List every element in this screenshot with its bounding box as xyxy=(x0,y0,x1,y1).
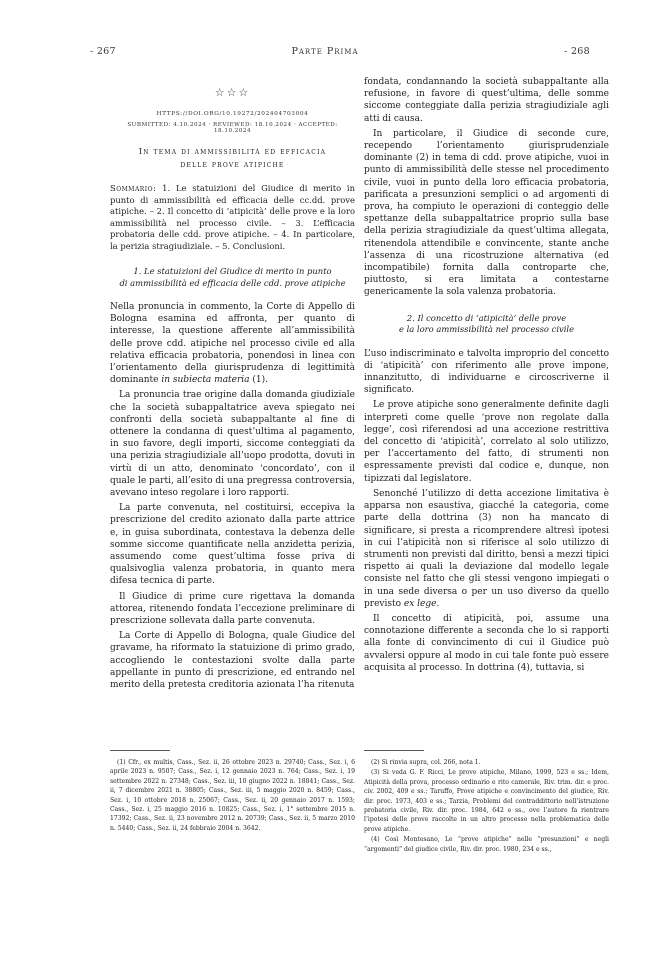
paragraph: Il concetto di atipicità, poi, assume una connotazione differente a seconda che lo si rapporti alla fonte di convincimento di cui il Giudice può avvalersi oppure al modo in cui tale fonte può essere acquisita al processo. In dottrina (4), tuttavia, si xyxy=(364,613,609,673)
section-1-heading xyxy=(110,266,355,289)
paragraph: fondata, condannando la società subappaltante alla refusione, in favore di quest’ultima, delle somme siccome conteggiate dalla perizia stragiudiziale agli atti di causa. xyxy=(364,77,609,124)
paragraph: La pronuncia trae origine dalla domanda giudiziale che la società subappaltatrice aveva spiegato nei confronti della società subappaltante al fine di ottenere la condanna di quest’ultima al pagamento, in suo favore, degli importi, siccome conteggiati da una perizia stragiudiziale all’uopo prodotta, dovuti in virtù di un atto, denominato ‘concordato’, con il quale le parti, all’esito di una pregressa controversia, avevano inteso regolare i loro rapporti. xyxy=(110,390,355,499)
right-column xyxy=(364,76,609,677)
section-divider-stars: ☆☆☆ xyxy=(214,86,251,99)
footnote-4: (4) Così Montesano, Le “prove atipiche” nelle “presunzioni” e negli “argomenti” del giudice civile, Riv. dir. proc. 1980, 234 e ss., xyxy=(364,836,609,853)
footnote-1: (1) Cfr., ex multis, Cass., Sez. ii, 26 ottobre 2023 n. 29740; Cass., Sez. i, 6 aprile 2023 n. 9507; Cass., Sez. i, 12 gennaio 2023 n. 764; Cass., Sez. i, 19 settembre 2022 n. 27348; Cass., Sez. iii, 10 giugno 2022 n. 18841; Cass., Sez. ii, 7 dicembre 2021 n. 38805; Cass., Sez. iii, 5 maggio 2020 n. 8459; Cass., Sez. i, 10 ottobre 2018 n. 25067; Cass., Sez. ii, 20 gennaio 2017 n. 1593; Cass., Sez. i, 25 maggio 2016 n. 10825; Cass., Sez. i, 1° settembre 2015 n. 17392; Cass., Sez. ii, 23 novembre 2012 n. 20739; Cass., Sez. ii, 5 marzo 2010 n. 5440; Cass., Sez. ii, 24 febbraio 2004 n. 3642. xyxy=(110,759,355,832)
footnotes-left xyxy=(110,758,355,834)
article-title-line1: In tema di ammissibilità ed efficacia xyxy=(138,146,327,156)
footnote-3: (3) Si veda G. F. Ricci, Le prove atipiche, Milano, 1999, 523 e ss.; Idem, Atipicità della prova, processo ordinario e rito camerale, Riv. trim. dir. e proc. civ. 2002, 409 e ss.; Taruffo, Prove atipiche e convincimento del giudice, Riv. dir. proc. 1973, 403 e ss.; Tarzia, Problemi del contraddittorio nell’istruzione probatoria civile, Riv. dir. proc. 1984, 642 e ss., ove l’autore fa rientrare l’ipotesi delle prove raccolte in un altro processo nella problematica delle prove atipiche. xyxy=(364,769,609,833)
paragraph-end: . xyxy=(436,598,440,609)
submission-dates: SUBMITTED: 4.10.2024 · REVIEWED: 18.10.2024 · ACCEPTED: 18.10.2024 xyxy=(127,122,338,134)
left-column xyxy=(110,76,355,694)
section-2-heading xyxy=(364,313,609,336)
paragraph-italic: in subiecta materia xyxy=(161,375,250,386)
footnote-2: (2) Si rinvia supra, col. 266, nota 1. xyxy=(371,759,481,766)
section-2-heading-line2: e la loro ammissibilità nel processo civile xyxy=(398,324,575,335)
summary xyxy=(110,183,355,252)
paragraph-end: (1). xyxy=(249,375,269,386)
footnote-rule xyxy=(364,750,424,751)
paragraph: La Corte di Appello di Bologna, quale Giudice del gravame, ha riformato la statuizione di primo grado, accogliendo le contestazioni svolte dalla parte appellante in punto di prescrizione, ed entrando nel merito della pretesta creditoria azionata l’ha ritenuta xyxy=(110,631,355,691)
paragraph: In particolare, il Giudice di seconde cure, recependo l’orientamento giurisprudenziale dominante (2) in tema di cdd. prove atipiche, vuoi in punto di ammissibilità delle stesse nel procedimento civile, vuoi in punto della loro efficacia probatoria, parificata a presunzioni semplici o ad argomenti di prova, ha compiuto le operazioni di conteggio delle spettanze della subappaltatrice proprio sulla base della perizia stragiudiziale da quest’ultima allegata, ritenendola attendibile e convincente, stante anche l’assenza di una ricostruzione alternativa (ed incompatibile) fornita dalla controparte che, piuttosto, si era limitata a contestarne genericamente la sola valenza probatoria. xyxy=(364,128,609,298)
paragraph-text: Nella pronuncia in commento, la Corte di Appello di Bologna esamina ed affronta, per quanto di interesse, la questione afferente all’ammissibilità delle prove cdd. atipiche nel processo civile ed alla relativa efficacia probatoria, ponendosi in linea con l’orientamento della giurisprudenza di legittimità dominante xyxy=(110,302,355,386)
paragraph-text: Senonché l’utilizzo di detta accezione limitativa è apparsa non esaustiva, giacché la categoria, come parte della dottrina (3) non ha mancato di significare, si presta a ricomprendere altresì ipotesi in cui l’atipicità non si riferisce al solo utilizzo di strumenti non previsti dal diritto, bensì a mezzi tipici rispetto ai quali la deviazione dal modello legale consiste nel fatto che gli stessi vengono impiegati o in una sede diversa o per un uso diverso da quello previsto xyxy=(364,488,609,609)
section-1-heading-line2: di ammissibilità ed efficacia delle cdd. prove atipiche xyxy=(119,277,346,288)
section-1-heading-line1: 1. Le statuizioni del Giudice di merito in punto xyxy=(133,266,332,276)
article-title xyxy=(110,145,355,171)
article-title-line2: delle prove atipiche xyxy=(180,159,285,169)
page-number-left: - 267 xyxy=(90,46,116,57)
running-header: Parte Prima xyxy=(291,46,359,57)
paragraph xyxy=(364,488,609,610)
page-number-right: - 268 xyxy=(564,46,590,57)
paragraph: L’uso indiscriminato e talvolta improprio del concetto di ‘atipicità’ con riferimento alle prove impone, innanzitutto, di individuarne e circoscriverne il significato. xyxy=(364,348,609,396)
paragraph: Il Giudice di prime cure rigettava la domanda attorea, ritenendo fondata l’eccezione preliminare di prescrizione sollevata dalla parte convenuta. xyxy=(110,591,355,627)
summary-text: 1. Le statuizioni del Giudice di merito in punto di ammissibilità ed efficacia delle cc.dd. prove atipiche. – 2. Il concetto di ‘atipicità’ delle prove e la loro ammissibilità nel processo civile. – 3. L’efficacia probatoria delle cdd. prove atipiche. – 4. In particolare, la perizia stragiudiziale. – 5. Conclusioni. xyxy=(110,183,355,251)
paragraph-italic: ex lege xyxy=(403,598,437,609)
footnotes-right xyxy=(364,758,609,855)
paragraph xyxy=(110,301,355,386)
section-2-heading-line1: 2. Il concetto di ‘atipicità’ delle prove xyxy=(406,312,567,323)
paragraph: La parte convenuta, nel costituirsi, eccepiva la prescrizione del credito azionato dalla parte attrice e, in guisa subordinata, contestava la debenza delle somme siccome quantificate nella anzidetta perizia, assumendo come quest’ultima fosse priva di qualsivoglia valenza probatoria, in quanto mera difesa tecnica di parte. xyxy=(110,503,355,587)
paragraph: Le prove atipiche sono generalmente definite dagli interpreti come quelle ‘prove non regolate dalla legge’, così riferendosi ad una accezione restrittiva del concetto di ‘atipicità’, correlato al solo utilizzo, per l’accertamento del fatto, di strumenti non espressamente previsti dal codice e, dunque, non tipizzati dal legislatore. xyxy=(364,400,609,484)
summary-label: Sommario: xyxy=(110,183,157,193)
footnote-rule xyxy=(110,750,170,751)
doi-link[interactable]: HTTPS://DOI.ORG/10.19272/202404703004 xyxy=(156,111,309,117)
